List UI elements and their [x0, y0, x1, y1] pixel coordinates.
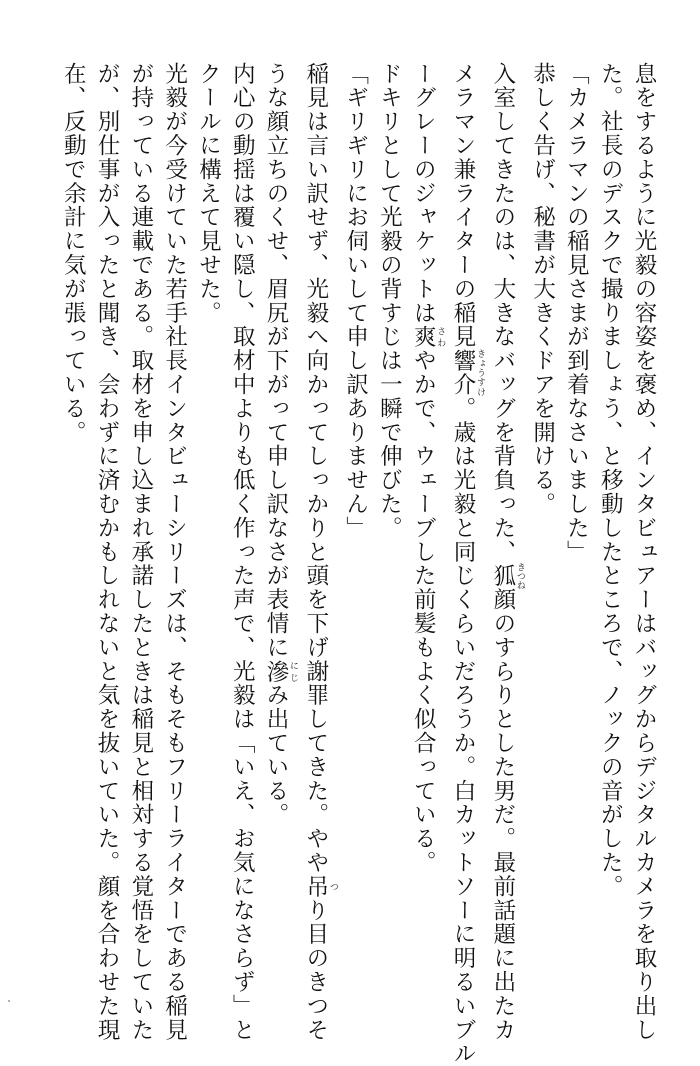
- text-segment: ーグレーのジャケットは: [410, 62, 437, 325]
- text-line: た。社長のデスクで撮りましょう、と移動したところで、ノックの音がした。: [597, 62, 624, 899]
- text-segment: り目のきつそ: [302, 898, 329, 1042]
- text-line: 光毅が今受けていた若手社長インタビューシリーズは、そもそもフリーライターである稲見: [161, 62, 188, 1042]
- text-segment: やかで、ウェーブした前髪もよく似合っている。: [410, 348, 437, 875]
- ruby-annotated-word: [450, 348, 486, 397]
- ruby-annotated-word: [410, 324, 446, 349]
- text-line: 「ギリギリにお伺いして申し訳ありません」: [342, 62, 369, 540]
- text-line: [298, 62, 338, 1042]
- ruby-reading: にじ: [288, 659, 299, 684]
- text-segment: 稲見は言い訳せず、光毅へ向かってしっかりと頭を下げ謝罪してきた。やや: [302, 62, 329, 875]
- text-segment: み出ている。: [263, 683, 290, 827]
- text-line: [405, 62, 445, 962]
- text-line: 「カメラマンの稲見さまが到着なさいました」: [563, 62, 590, 564]
- text-line: 内心の動揺は覆い隠し、取材中よりも低く作った声で、光毅は「いえ、お気になさらず」と: [229, 62, 256, 1042]
- text-segment: うな顔立ちのくせ、眉尻が下がって申し訳なさが表情に: [263, 62, 290, 660]
- ruby-base: 狐: [489, 562, 516, 590]
- text-line: ドキリとして光毅の背すじは一瞬で伸びた。: [376, 62, 403, 540]
- ruby-reading: きょうすけ: [475, 348, 486, 397]
- text-line: クールに構えて見せた。: [195, 62, 222, 325]
- ruby-base: 滲: [263, 659, 290, 684]
- ruby-reading: つ: [327, 874, 338, 899]
- vertical-text-body: [30, 62, 660, 1066]
- ruby-base: 吊: [302, 874, 329, 899]
- ruby-base: 爽: [410, 324, 437, 349]
- text-segment: メラマン兼ライターの稲見: [450, 62, 477, 349]
- text-line: が、別仕事が入ったと聞き、会わずに済むかもしれないと気を抜いていた。顔を合わせた現: [94, 62, 121, 1042]
- text-line: [485, 62, 525, 1042]
- ruby-base: 響介: [450, 348, 477, 397]
- text-line: [445, 62, 486, 1066]
- text-segment: 。歳は光毅と同じくらいだろうか。白カットソーに明るいブル: [450, 396, 477, 1066]
- ruby-annotated-word: [489, 562, 525, 590]
- ruby-annotated-word: [302, 874, 338, 899]
- text-segment: 入室してきたのは、大きなバッグを背負った、: [489, 62, 516, 564]
- ruby-annotated-word: [263, 659, 299, 684]
- text-line: [258, 62, 298, 962]
- text-segment: 顔のすらりとした男だ。最前話題に出たカ: [489, 587, 516, 1042]
- text-line: が持っている連載である。取材を申し込まれ承諾したときは稲見と相対する覚悟をしていた: [127, 62, 154, 1042]
- text-line: 息をするように光毅の容姿を褒め、インタビュアーはバッグからデジタルカメラを取り出し: [631, 62, 657, 1042]
- ruby-reading: きつね: [514, 562, 525, 590]
- ruby-reading: さわ: [435, 324, 446, 349]
- text-line: 在、反動で余計に気が張っている。: [60, 62, 87, 445]
- text-line: 恭しく告げ、秘書が大きくドアを開ける。: [529, 62, 556, 517]
- page-edge-mark: [8, 1000, 10, 1002]
